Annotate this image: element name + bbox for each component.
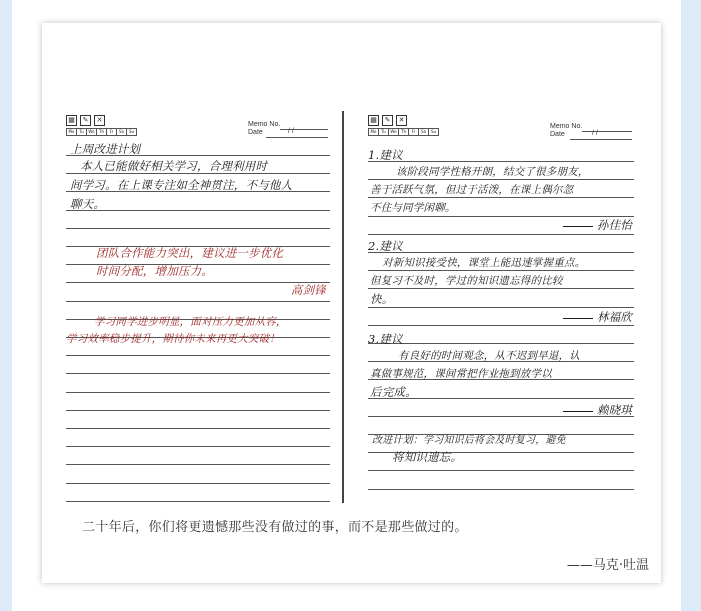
day-box: Su — [428, 128, 439, 136]
memo-line — [582, 131, 632, 132]
dash-mark — [563, 411, 593, 412]
pencil-icon: ✎ — [382, 115, 393, 126]
ruled-line — [368, 161, 634, 162]
quote-text: 二十年后，你们将更遗憾那些没有做过的事，而不是那些做过的。 — [82, 520, 468, 535]
notebook-spine — [342, 111, 344, 503]
handwriting-line: 快。 — [370, 292, 394, 306]
quote-author: ——马克·吐温 — [566, 558, 649, 573]
dash-mark — [563, 226, 593, 227]
day-box: We — [388, 128, 399, 136]
dash-mark — [563, 318, 593, 319]
handwriting-line: 学习效率稳步提升，期待你未来再更大突破！ — [66, 333, 280, 345]
ruled-line — [66, 373, 330, 374]
day-box: Sa — [418, 128, 429, 136]
day-box: Fr — [408, 128, 419, 136]
day-box: Th — [398, 128, 409, 136]
date-line — [266, 137, 328, 138]
day-box: Su — [126, 128, 137, 136]
notebook-left-page — [66, 109, 330, 509]
ruled-line — [66, 392, 330, 393]
memo-label: Memo No. — [248, 121, 281, 128]
signature-name: 孙佳怡 — [596, 218, 632, 232]
cross-icon: ✕ — [94, 115, 105, 126]
handwriting-line: 时间分配，增加压力。 — [96, 264, 213, 278]
handwriting-line: 3.建议 — [368, 332, 403, 346]
handwriting-line: 间学习。在上课专注如全神贯注，不与他人 — [70, 178, 293, 192]
ruled-line — [368, 252, 634, 253]
grid-icon: ▦ — [368, 115, 379, 126]
ruled-line — [66, 301, 330, 302]
day-box: Sa — [116, 128, 127, 136]
day-box: We — [86, 128, 97, 136]
ruled-line — [66, 210, 330, 211]
handwriting-line: 不住与同学闲聊。 — [370, 202, 456, 214]
handwriting-line: 善于活跃气氛，但过于活泼，在课上偶尔忽 — [370, 184, 574, 196]
ruled-line — [368, 307, 634, 308]
day-box: Mo — [66, 128, 77, 136]
handwriting-line: 但复习不及时，学过的知识遗忘得的比较 — [370, 275, 563, 287]
signature-name: 林福欣 — [596, 310, 632, 324]
ruled-line — [368, 489, 634, 490]
day-box: Tu — [378, 128, 389, 136]
day-box: Tu — [76, 128, 87, 136]
handwriting-line: 真做事规范，课间常把作业拖到放学以 — [370, 368, 552, 380]
ruled-line — [66, 228, 330, 229]
cross-icon: ✕ — [396, 115, 407, 126]
left-border-strip — [0, 0, 12, 611]
signature: 高剑锋 — [290, 283, 326, 297]
signature — [563, 217, 632, 233]
notebook-right-page — [368, 109, 634, 509]
ruled-line — [368, 288, 634, 289]
signature — [563, 402, 632, 418]
handwriting-line: 该阶段同学性格开朗，结交了很多朋友， — [396, 166, 589, 178]
weekday-boxes — [66, 128, 136, 136]
ruled-line — [66, 501, 330, 502]
pencil-icon: ✎ — [80, 115, 91, 126]
page-icons — [66, 115, 105, 126]
handwriting-line: 后完成。 — [370, 385, 417, 399]
handwriting-line: 将知识遗忘。 — [392, 450, 463, 464]
ruled-line — [66, 355, 330, 356]
page-icons — [368, 115, 407, 126]
handwriting-line: 改进计划：学习知识后将会及时复习，避免 — [372, 435, 566, 446]
handwriting-line: 2.建议 — [368, 239, 403, 253]
handwriting-line: 有良好的时间观念，从不迟到早退，认 — [398, 350, 580, 362]
handwriting-line: 上周改进计划 — [70, 142, 141, 156]
ruled-line — [368, 234, 634, 235]
ruled-line — [66, 464, 330, 465]
weekday-boxes — [368, 128, 438, 136]
signature-name: 赖晓琪 — [596, 403, 632, 417]
date-label: Date — [550, 131, 565, 138]
signature — [563, 309, 632, 325]
day-box: Mo — [368, 128, 379, 136]
photo-card — [42, 23, 661, 583]
date-line — [570, 139, 632, 140]
ruled-line — [368, 270, 634, 271]
date-label: Date — [248, 129, 263, 136]
right-border-strip — [681, 0, 701, 611]
handwriting-line: 对新知识接受快，课堂上能迅速掌握重点。 — [382, 257, 586, 269]
ruled-line — [66, 410, 330, 411]
handwriting-line: 团队合作能力突出，建议进一步优化 — [96, 246, 284, 260]
handwriting-line: 聊天。 — [70, 197, 106, 211]
ruled-line — [368, 179, 634, 180]
day-box: Fr — [106, 128, 117, 136]
ruled-line — [66, 446, 330, 447]
date-slashes: / / — [288, 128, 294, 135]
day-box: Th — [96, 128, 107, 136]
ruled-line — [368, 197, 634, 198]
grid-icon: ▦ — [66, 115, 77, 126]
memo-label: Memo No. — [550, 123, 583, 130]
ruled-line — [66, 428, 330, 429]
handwriting-line: 1.建议 — [368, 148, 403, 162]
date-slashes: / / — [592, 130, 598, 137]
ruled-line — [66, 483, 330, 484]
handwriting-line: 本人已能做好相关学习，合理利用时 — [80, 159, 268, 173]
handwriting-line: 学习同学进步明显，面对压力更加从容， — [94, 316, 287, 328]
ruled-line — [368, 343, 634, 344]
ruled-line — [368, 470, 634, 471]
